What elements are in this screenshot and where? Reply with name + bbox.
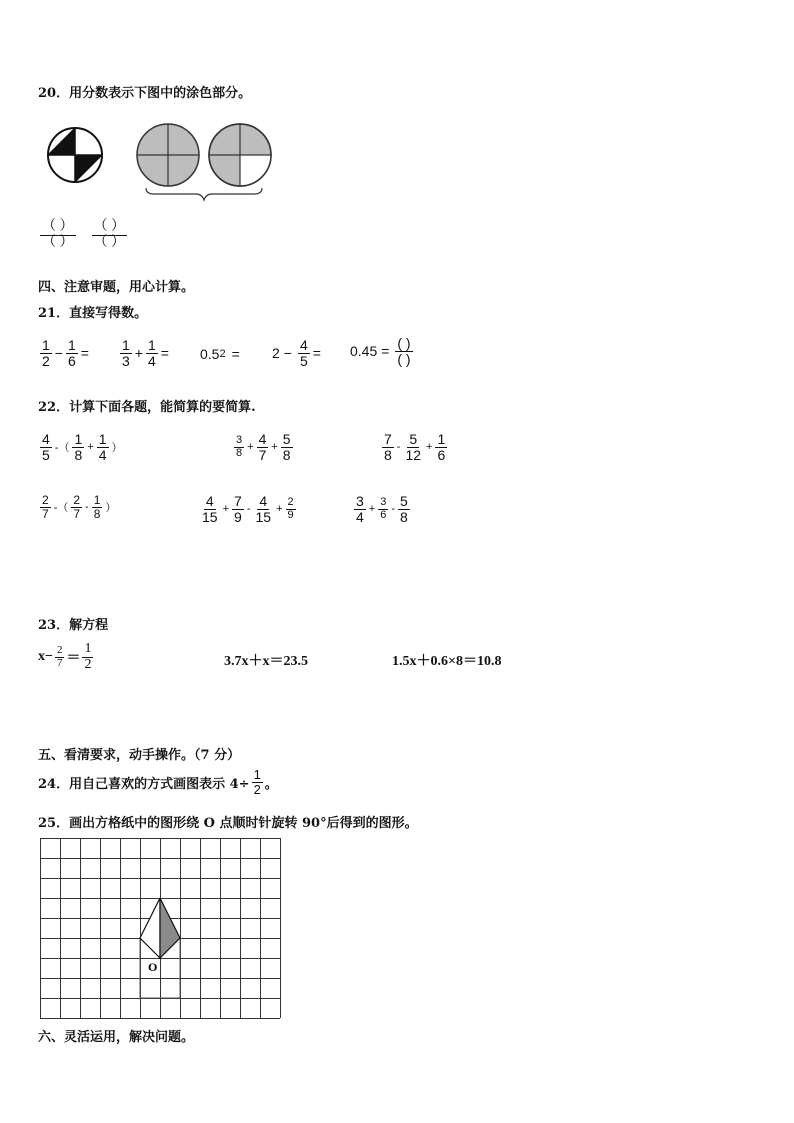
denominator: 4 <box>147 352 156 369</box>
q20-figures <box>44 120 284 202</box>
section-4-title: 四、注意审题，用心计算。 <box>38 280 195 295</box>
operator: - <box>396 441 401 454</box>
numerator: 2 <box>42 493 49 507</box>
numerator: 5 <box>282 431 291 447</box>
numerator: 7 <box>234 493 242 509</box>
equals: ＝ <box>66 651 81 667</box>
numerator: 1 <box>93 493 101 507</box>
operator: - <box>85 501 89 514</box>
numerator: 1 <box>42 337 50 353</box>
denominator: 6 <box>380 508 387 521</box>
operator: ） <box>105 502 117 515</box>
denominator: 8 <box>93 506 101 521</box>
denominator: 4 <box>98 446 107 463</box>
numerator: 5 <box>400 493 408 509</box>
operator: − <box>283 345 292 362</box>
numerator: 1 <box>253 767 261 782</box>
numerator: 7 <box>384 431 392 447</box>
denominator: 7 <box>56 656 63 669</box>
numerator: 4 <box>259 493 268 509</box>
operator: - <box>246 503 251 516</box>
operator: + <box>426 441 433 454</box>
blank-numerator[interactable]: （ ） <box>93 219 125 234</box>
kite-figure <box>140 898 180 958</box>
denominator: 6 <box>437 446 446 463</box>
equals: = <box>160 345 169 362</box>
q21-expr-2 <box>118 338 170 368</box>
numerator: 1 <box>84 641 92 656</box>
numerator: 2 <box>73 493 81 507</box>
denominator: 7 <box>258 446 267 463</box>
numerator: 4 <box>205 493 214 509</box>
numerator: 4 <box>258 431 267 447</box>
numerator: 2 <box>287 496 294 509</box>
blank-denominator[interactable]: （ ） <box>42 234 74 250</box>
operator: -（ <box>53 502 69 515</box>
variable: x− <box>38 649 53 665</box>
section-6-title: 六、灵活运用，解决问题。 <box>38 1030 195 1045</box>
q21-text: 21．直接写得数。 <box>38 306 148 321</box>
q23-equation-1 <box>38 642 95 672</box>
figure-circle-quarters <box>48 128 102 182</box>
q25-text: 25．画出方格纸中的图形绕 O 点顺时针旋转 90°后得到的图形。 <box>38 816 418 831</box>
numerator: 1 <box>122 337 130 353</box>
operator: -（ <box>54 442 70 455</box>
q22-text: 22．计算下面各题，能简算的要简算. <box>38 400 256 415</box>
operator: + <box>134 345 143 362</box>
q25-grid[interactable] <box>40 838 281 1020</box>
numerator: 3 <box>380 496 387 509</box>
numerator: 5 <box>409 431 418 447</box>
numerator: 4 <box>299 337 308 353</box>
denominator: 2 <box>253 781 261 797</box>
numerator: 2 <box>56 644 63 657</box>
denominator: 3 <box>122 352 130 369</box>
figure-circle-three-quarters <box>209 124 271 186</box>
denominator: 4 <box>356 508 364 525</box>
numerator: 1 <box>67 337 76 353</box>
denominator: 8 <box>74 446 83 463</box>
blank-numerator[interactable]: ( ) <box>397 335 411 351</box>
q23-equation-3: 1.5x＋0.6×8＝10.8 <box>392 654 502 669</box>
numerator: 1 <box>437 431 446 447</box>
q21-expr-4 <box>272 338 322 368</box>
denominator: 6 <box>67 352 76 369</box>
q20-answer-blanks <box>38 220 129 250</box>
blank-denominator[interactable]: （ ） <box>93 234 125 250</box>
operator: + <box>87 441 94 454</box>
blank-denominator[interactable]: ( ) <box>397 350 411 367</box>
numerator: 4 <box>42 431 50 447</box>
denominator: 15 <box>202 508 218 525</box>
denominator: 2 <box>84 656 92 672</box>
curly-brace <box>146 188 262 200</box>
denominator: 9 <box>234 508 242 525</box>
q20-text: 20．用分数表示下图中的涂色部分。 <box>38 86 252 101</box>
operator: - <box>391 503 396 516</box>
denominator: 12 <box>405 446 422 463</box>
operator: ） <box>111 442 123 455</box>
q22-expr-r2c1 <box>38 494 117 520</box>
operator: + <box>276 503 283 516</box>
operator: + <box>271 441 278 454</box>
denominator: 7 <box>42 506 49 521</box>
numerator: 1 <box>98 431 107 447</box>
numerator: 1 <box>74 431 83 447</box>
operator: − <box>54 345 63 362</box>
equals: = <box>312 345 321 362</box>
denominator: 5 <box>299 352 308 369</box>
numerator: 3 <box>356 493 364 509</box>
denominator: 2 <box>42 352 50 369</box>
denominator: 8 <box>236 446 243 459</box>
denominator: 5 <box>42 446 50 463</box>
denominator: 8 <box>400 508 408 525</box>
denominator: 8 <box>282 446 291 463</box>
point-o-label: O <box>148 960 158 974</box>
q23-equation-2: 3.7x＋x＝23.5 <box>224 654 308 669</box>
base: 0.5 <box>200 346 220 362</box>
denominator: 9 <box>287 508 294 521</box>
q22-expr-r2c2 <box>198 494 298 524</box>
operator: + <box>368 503 376 516</box>
q24-text <box>38 768 278 796</box>
q22-expr-r1c2 <box>232 432 295 462</box>
q21-expr-1 <box>38 338 90 368</box>
figure-circle-full <box>137 124 199 186</box>
numerator: 1 <box>147 337 156 353</box>
q21-expr-5 <box>350 336 415 366</box>
exponent: 2 <box>219 348 226 360</box>
blank-numerator[interactable]: （ ） <box>42 219 74 234</box>
q23-text: 23．解方程 <box>38 618 109 633</box>
numerator: 3 <box>236 434 243 447</box>
q24-end: 。 <box>264 776 278 792</box>
equals: = <box>231 346 240 362</box>
section-5-title: 五、看清要求，动手操作。（7 分） <box>38 748 241 763</box>
operator: + <box>222 503 230 516</box>
lhs: 0.45 = <box>350 343 390 360</box>
equals: = <box>80 345 89 362</box>
q22-expr-r1c3 <box>380 432 449 462</box>
operator: + <box>247 441 254 454</box>
whole-number: 2 <box>272 345 280 362</box>
denominator: 8 <box>384 446 392 463</box>
denominator: 7 <box>73 506 81 521</box>
q24-prompt: 24．用自己喜欢的方式画图表示 4÷ <box>38 776 250 792</box>
q22-expr-r2c3 <box>352 494 412 524</box>
q22-expr-r1c1 <box>38 432 124 462</box>
q21-expr-3 <box>200 346 241 362</box>
denominator: 15 <box>255 508 272 525</box>
